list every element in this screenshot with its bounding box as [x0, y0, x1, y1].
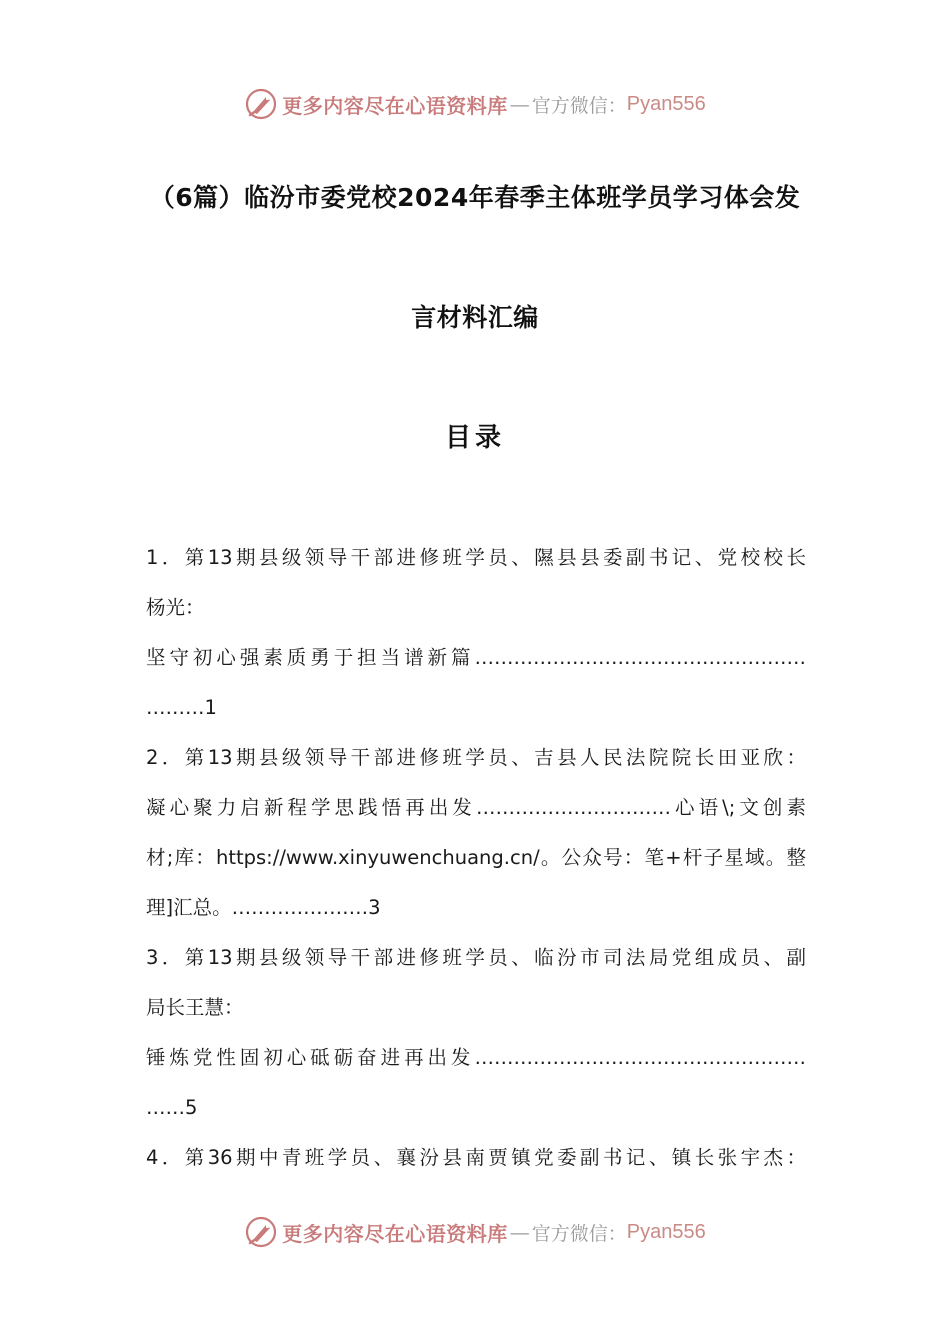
toc-line: ………1 [146, 696, 217, 719]
toc-line: 4．第36期中青班学员、襄汾县南贾镇党委副书记、镇长张宇杰： [146, 1146, 806, 1169]
toc-line: 理]汇总。…………………3 [146, 896, 381, 919]
banner-dash: — [509, 92, 530, 116]
toc-line: 杨光： [146, 596, 205, 619]
toc-line: 凝心聚力启新程学思践悟再出发…………………………心语\;文创素 [146, 796, 806, 819]
banner-wechat-id: Pyan556 [626, 92, 706, 115]
footer-banner [0, 1212, 950, 1252]
document-title-line-2: 言材料汇编 [411, 303, 539, 332]
toc-heading: 目录 [444, 423, 505, 453]
banner-official-label: 官方微信： [531, 94, 627, 117]
toc-line: ……5 [146, 1096, 198, 1119]
table-of-contents [146, 533, 806, 1183]
toc-line: 锤炼党性固初心砥砺奋进再出发…………………………………………… [146, 1046, 806, 1069]
toc-line: 2．第13期县级领导干部进修班学员、吉县人民法院院长田亚欣： [146, 746, 806, 769]
toc-line: 3．第13期县级领导干部进修班学员、临汾市司法局党组成员、副 [146, 946, 806, 969]
pen-nib-seal-icon [244, 1215, 278, 1249]
banner-official-label: 官方微信： [531, 1222, 627, 1245]
toc-line: 坚守初心强素质勇于担当谱新篇…………………………………………… [146, 646, 806, 669]
pen-nib-seal-icon [244, 87, 278, 121]
document-title-line-1: （6篇）临汾市委党校2024年春季主体班学员学习体会发 [149, 183, 801, 212]
toc-line: 材;库：https://www.xinyuwenchuang.cn/。公众号：笔+杆子星域。整 [146, 846, 806, 869]
banner-library-text: 更多内容尽在心语资料库 [282, 1221, 508, 1246]
header-banner [0, 84, 950, 124]
banner-wechat-id: Pyan556 [626, 1220, 706, 1243]
toc-line: 局长王慧： [146, 996, 244, 1019]
banner-dash: — [509, 1220, 530, 1244]
banner-library-text: 更多内容尽在心语资料库 [282, 93, 508, 118]
toc-line: 1．第13期县级领导干部进修班学员、隰县县委副书记、党校校长 [146, 546, 806, 569]
